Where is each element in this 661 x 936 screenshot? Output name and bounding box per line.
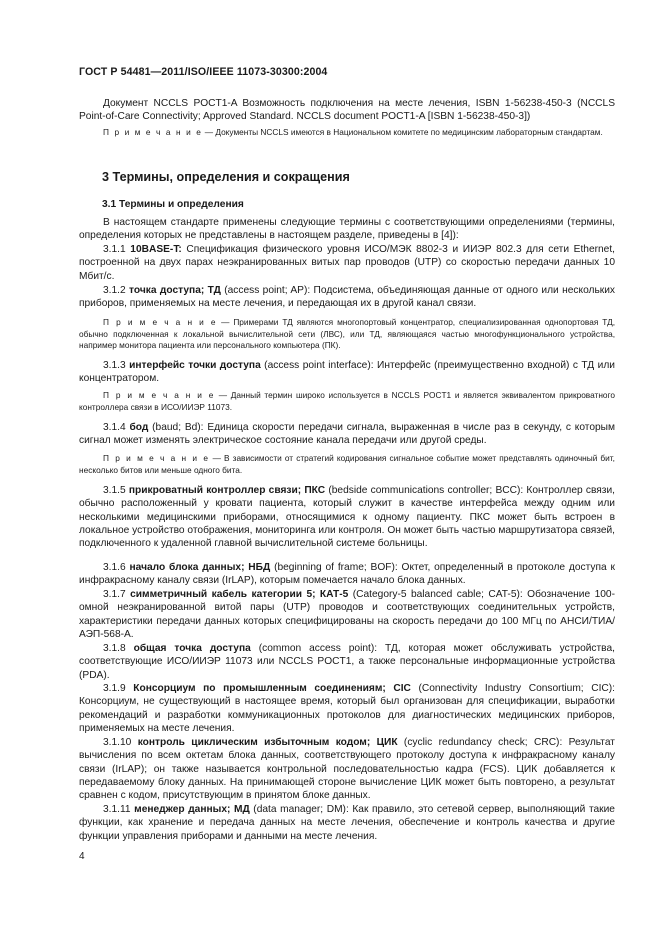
- term-3-1-7: [79, 588, 615, 641]
- note-label: П р и м е ч а н и е: [103, 453, 210, 463]
- term-number: 3.1.9: [103, 683, 126, 694]
- intro-note: [79, 127, 615, 139]
- term-definition: (Category-5 balanced cable; CAT-5): Обозначение 100-омной неэкранированной витой пары (UTP) проводов и соответствующих соединительных устройств, характеристики передачи данных которых специфицированы на скорость передачи до 100 МГц по АНСИ/ТИА/АЭП-568-А.: [79, 589, 615, 640]
- term-definition: Спецификация физического уровня ИСО/МЭК 8802-3 и ИИЭР 802.3 для сети Ethernet, построенной на двух парах неэкранированных витых пар проводов (UTP) со скоростью передачи данных 10 Мбит/с.: [79, 244, 615, 282]
- term-definition: (access point interface): Интерфейс (преимущественно входной) с ТД или концентратором.: [79, 360, 615, 385]
- term-number: 3.1.5: [103, 485, 126, 496]
- intro-paragraph: Документ NCCLS POCT1-A Возможность подключения на месте лечения, ISBN 1-56238-450-3 (NCCLS Point-of-Care Connectivity; Approved Standard. NCCLS document POCT1-A [ISBN 1-56238-450-3]): [79, 98, 615, 123]
- term-name: 10BASE-T:: [130, 244, 182, 255]
- term-name: начало блока данных; НБД: [129, 562, 271, 573]
- term-definition: (bedside communications controller; BCC): Контроллер связи, обычно расположенный у кровати пациента, который служит в качестве интерфейса между одним или несколькими медицинскими приборами, относящимися к одному пациенту. ПКС может быть встроен в локальное устройство отображения, мониторинга или контроля. Он может быть частью маршрутизатора связей, подключенного к удаленной главной вычислительной системе больницы.: [79, 485, 616, 550]
- lead-paragraph: В настоящем стандарте применены следующие термины с соответствующими определениями (термины, определения которых не представлены в настоящем разделе, приведены в [4]):: [79, 217, 615, 242]
- document-header: ГОСТ Р 54481—2011/ISO/IEEE 11073-30300:2004: [79, 66, 328, 78]
- term-number: 3.1.8: [103, 643, 126, 654]
- term-definition: (access point; AP): Подсистема, объединяющая данные от одного или нескольких приборов, применяемых на месте лечения, и передающая их в другой канал связи.: [79, 285, 615, 310]
- note-label: П р и м е ч а н и е: [103, 390, 216, 400]
- term-number: 3.1.7: [103, 589, 126, 600]
- note-text: — В зависимости от стратегий кодирования сигнальное событие может представлять одиночный бит, несколько битов или меньше одного бита.: [79, 453, 615, 475]
- note-text: — Примерами ТД являются многопортовый концентратор, специализированная однопортовая ТД, обычно подключенная к локальной вычислительной сети (ЛВС), или ТД, являющаяся частью многофункционального устройства, например монитора пациента или персонального компьютера (ПК).: [79, 317, 615, 351]
- note-text: — Документы NCCLS имеются в Национальном комитете по медицинским лабораторным стандартам.: [202, 127, 603, 137]
- term-number: 3.1.4: [103, 422, 126, 433]
- term-definition: (Connectivity Industry Consortium; CIC): Консорциум, не существующий в настоящее время, который был организован для спецификации, выработки рекомендаций и разработки коммуникационных протоколов для диагностических медицинских приборов, применяемых на месте лечения.: [79, 683, 615, 734]
- subsection-title: 3.1 Термины и определения: [102, 199, 244, 210]
- term-name: Консорциум по промышленным соединениям; CIC: [133, 683, 411, 694]
- term-definition: (cyclic redundancy check; CRC): Результат вычисления по всем октетам блока данных, соответствующего протоколу доступа к инфракрасному каналу связи (IrLAP); он также называется контрольной последовательностью кадра (FCS). ЦИК добавляется к передаваемому блоку данных. На принимающей стороне вычисление ЦИК может быть повторено, а результат сравнен с кодом, присутствующим в принятом блоке данных.: [79, 737, 615, 802]
- term-name: бод: [129, 422, 149, 433]
- term-3-1-3: [79, 359, 615, 386]
- term-3-1-10: [79, 736, 615, 802]
- note-label: П р и м е ч а н и е: [103, 127, 203, 137]
- term-number: 3.1.3: [103, 360, 126, 371]
- term-3-1-9: [79, 682, 615, 735]
- term-3-1-2: [79, 284, 615, 311]
- term-definition: (baud; Bd): Единица скорости передачи сигнала, выраженная в числе раз в секунду, с которым сигнал может изменять электрическое состояние канала передачи или другой среды.: [79, 422, 615, 447]
- note-text: — Данный термин широко используется в NCCLS POCT1 и является эквивалентом прикроватного контроллера связи в ИСО/ИИЭР 11073.: [79, 390, 616, 412]
- term-number: 3.1.2: [103, 285, 126, 296]
- term-3-1-4: [79, 421, 615, 448]
- term-3-1-8: [79, 642, 615, 682]
- term-number: 3.1.11: [103, 804, 131, 815]
- term-name: общая точка доступа: [133, 643, 251, 654]
- term-3-1-11: [79, 803, 615, 843]
- term-definition: (beginning of frame; BOF): Октет, определенный в протоколе доступа к инфракрасному каналу связи (IrLAP), которым помечается начало блока данных.: [79, 562, 615, 587]
- term-3-1-6: [79, 561, 615, 588]
- term-number: 3.1.6: [103, 562, 126, 573]
- section-title: 3 Термины, определения и сокращения: [102, 170, 350, 184]
- term-3-1-1: [79, 243, 615, 283]
- term-3-1-4-note: [79, 453, 615, 476]
- term-name: контроль циклическим избыточным кодом; ЦИК: [137, 737, 398, 748]
- term-name: интерфейс точки доступа: [129, 360, 261, 371]
- term-definition: (common access point): ТД, которая может обслуживать устройства, соответствующие ИСО/ИИЭР 11073 или NCCLS POCT1, а также персональные информационные устройства (PDA).: [79, 643, 615, 681]
- term-name: точка доступа; ТД: [129, 285, 221, 296]
- term-definition: (data manager; DM): Как правило, это сетевой сервер, выполняющий такие функции, как хранение и передача данных на месте лечения, обеспечение и контроль качества и другие функции управления приборами и данными на месте лечения.: [79, 804, 615, 842]
- term-3-1-3-note: [79, 390, 615, 413]
- term-3-1-2-note: [79, 317, 615, 352]
- term-name: прикроватный контроллер связи; ПКС: [128, 485, 326, 496]
- term-number: 3.1.10: [103, 737, 132, 748]
- term-number: 3.1.1: [103, 244, 126, 255]
- term-3-1-5: [79, 484, 615, 550]
- term-name: симметричный кабель категории 5; КАТ-5: [130, 589, 349, 600]
- note-label: П р и м е ч а н и е: [103, 317, 218, 327]
- term-name: менеджер данных; МД: [134, 804, 250, 815]
- page-number: 4: [79, 851, 85, 862]
